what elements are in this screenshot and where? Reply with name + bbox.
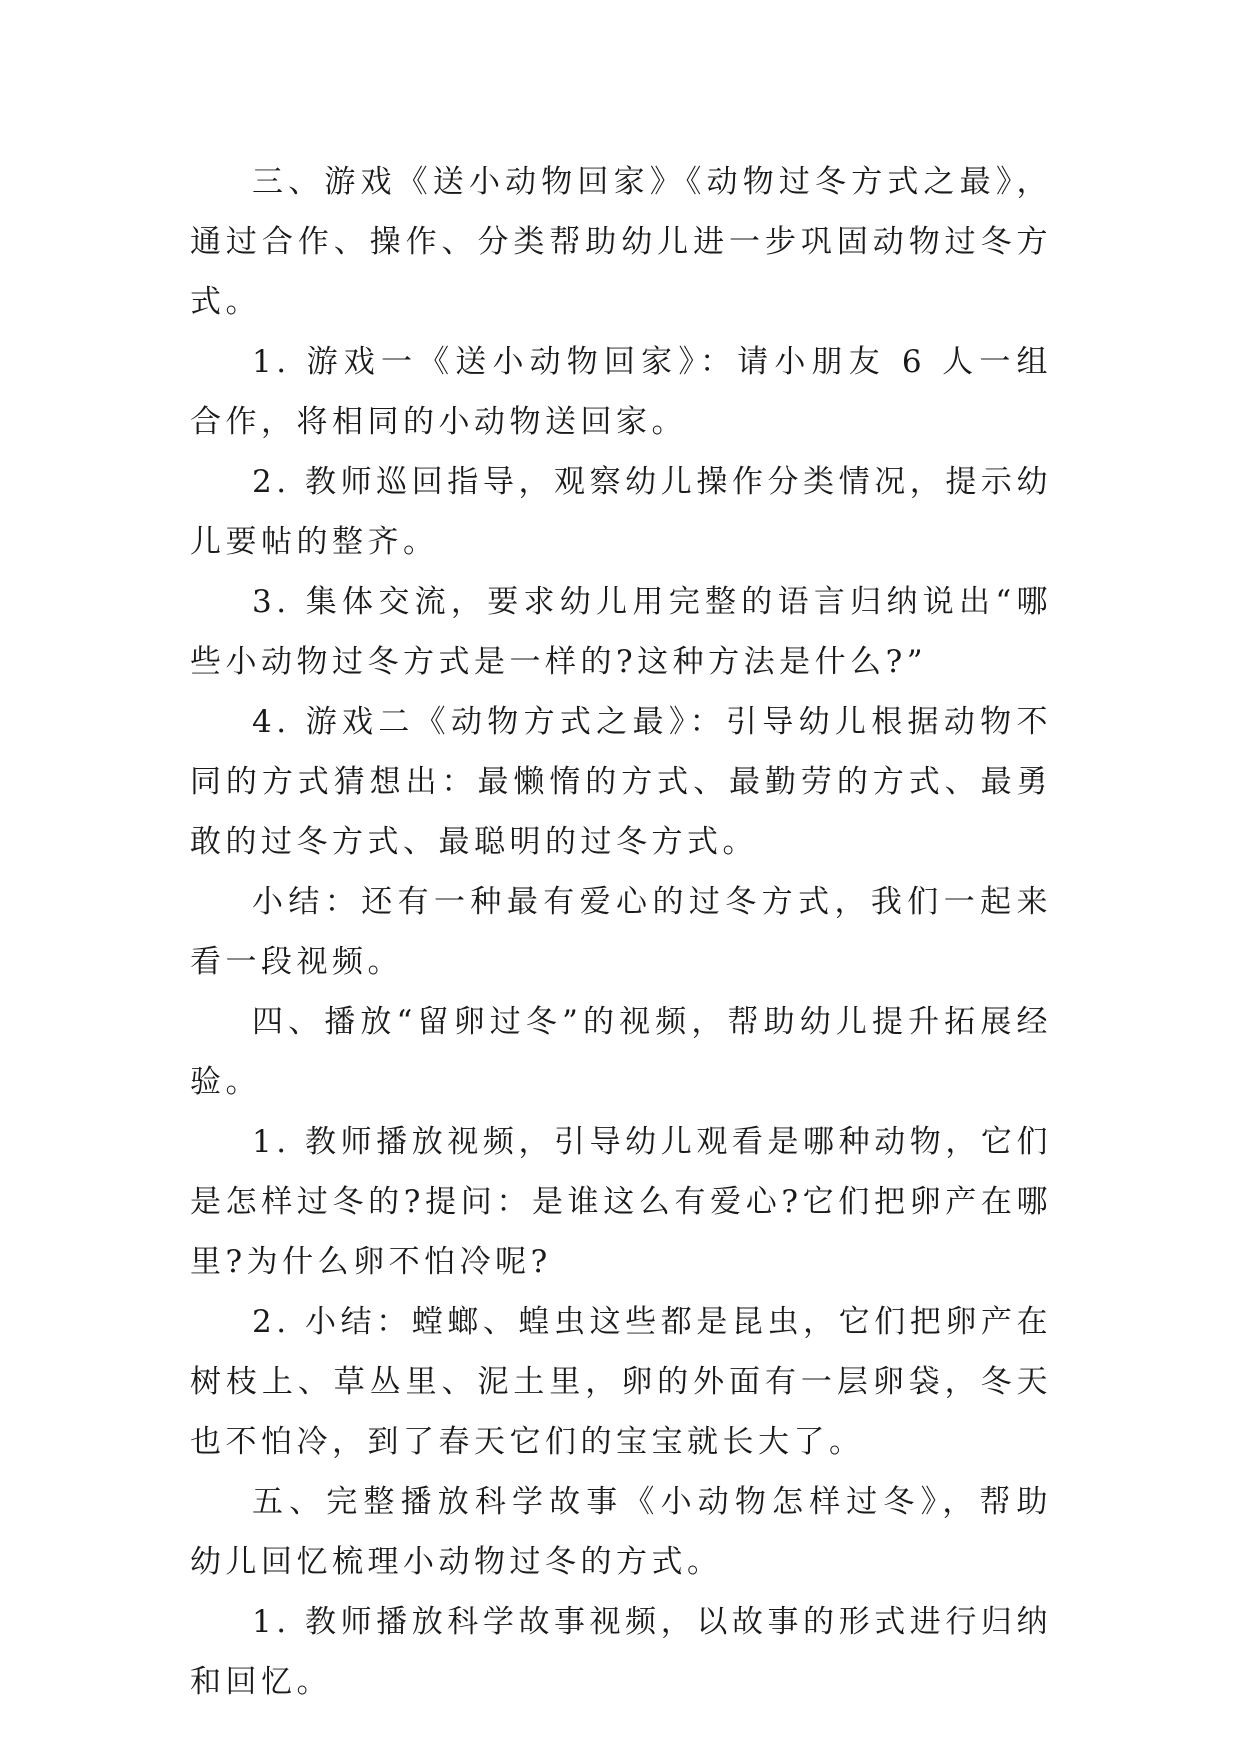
- paragraph-story-video: 1. 教师播放科学故事视频，以故事的形式进行归纳和回忆。: [190, 1604, 1052, 1700]
- paragraph-game-two: 4. 游戏二《动物方式之最》：引导幼儿根据动物不同的方式猜想出：最懒惰的方式、最勤劳的方式、最勇敢的过冬方式、最聪明的过冬方式。: [190, 704, 1052, 860]
- paragraph-insect-summary: 2. 小结：螳螂、蝗虫这些都是昆虫，它们把卵产在树枝上、草丛里、泥土里，卵的外面有一层卵袋，冬天也不怕冷，到了春天它们的宝宝就长大了。: [190, 1304, 1052, 1460]
- paragraph-teacher-guidance: 2. 教师巡回指导，观察幼儿操作分类情况，提示幼儿要帖的整齐。: [190, 464, 1052, 560]
- document-body: [190, 152, 1052, 1712]
- paragraph-summary: 小结：还有一种最有爱心的过冬方式，我们一起来看一段视频。: [190, 884, 1052, 980]
- paragraph-play-video: 1. 教师播放视频，引导幼儿观看是哪种动物，它们是怎样过冬的?提问：是谁这么有爱心?它们把卵产在哪里?为什么卵不怕冷呢?: [190, 1124, 1052, 1280]
- paragraph-section-three: 三、游戏《送小动物回家》《动物过冬方式之最》，通过合作、操作、分类帮助幼儿进一步巩固动物过冬方式。: [190, 164, 1052, 320]
- paragraph-game-one: 1. 游戏一《送小动物回家》：请小朋友 6 人一组合作，将相同的小动物送回家。: [190, 344, 1052, 440]
- paragraph-section-five: 五、完整播放科学故事《小动物怎样过冬》，帮助幼儿回忆梳理小动物过冬的方式。: [190, 1484, 1052, 1580]
- paragraph-section-four: 四、播放“留卵过冬”的视频，帮助幼儿提升拓展经验。: [190, 1004, 1052, 1100]
- paragraph-group-exchange: 3. 集体交流，要求幼儿用完整的语言归纳说出“哪些小动物过冬方式是一样的?这种方法是什么?”: [190, 584, 1052, 680]
